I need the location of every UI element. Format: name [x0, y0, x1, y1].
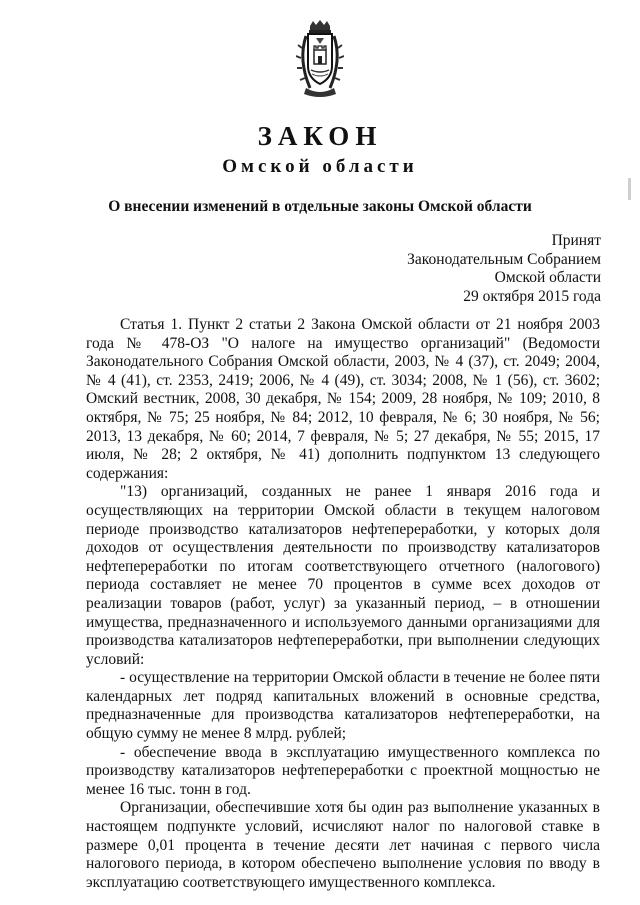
article-1-paragraph: Статья 1. Пункт 2 статьи 2 Закона Омской области от 21 ноября 2003 года № 478-ОЗ "О налоге на имущество организаций" (Ведомости Законодательного Собрания Омской области, 2003, № 4 (37), ст. 2049; 2004, № 4 (41), ст. 2353, 2419; 2006, № 4 (49), ст. 3034; 2008, № 1 (56), ст. 3602; Омский вестник, 2008, 30 декабря, № 154; 2009, 28 ноября, № 109; 2010, 8 октября, № 75; 25 ноября, № 84; 2012, 10 февраля, № 6; 30 ноября, № 56; 2013, 13 декабря, № 60; 2014, 7 февраля, № 5; 27 декабря, № 55; 2015, 17 июля, № 28; 2 октября, № 41) дополнить подпунктом 13 следующего содержания:	[86, 316, 600, 482]
subpoint-13-paragraph: "13) организаций, созданных не ранее 1 января 2016 года и осуществляющих на территории Омской области в текущем налоговом периоде производство катализаторов нефтепереработки, у которых доля доходов от осуществления деятельности по производству катализаторов нефтепереработки по итогам соответствующего отчетного (налогового) периода составляет не менее 70 процентов в сумме всех доходов от реализации товаров (работ, услуг) за указанный период, – в отношении имущества, предназначенного и используемого данными организациями для производства катализаторов нефтепереработки, при выполнении следующих условий:	[86, 483, 600, 668]
law-body	[86, 316, 600, 892]
scan-margin-mark	[628, 178, 631, 200]
adoption-line-region: Омской области	[494, 269, 601, 286]
adoption-date: 29 октября 2015 года	[463, 287, 601, 305]
adoption-line-accepted: Принят	[551, 232, 601, 249]
tax-rate-paragraph: Организации, обеспечившие хотя бы один раз выполнение указанных в настоящем подпункте условий, исчисляют налог по налоговой ставке в размере 0,01 процента в течение десяти лет начиная с первого числа налогового периода, в котором обеспечено выполнение условия по вводу в эксплуатацию соответствующего имущественного комплекса.	[86, 799, 600, 891]
law-title: ЗАКОН	[257, 121, 383, 151]
omsk-region-coat-of-arms-icon	[296, 20, 344, 100]
adoption-block	[301, 232, 601, 306]
adoption-line-assembly: Законодательным Собранием	[407, 250, 601, 268]
condition-commissioning-paragraph: - обеспечение ввода в эксплуатацию имущественного комплекса по производству катализаторов нефтепереработки с проектной мощностью не менее 16 тыс. тонн в год.	[86, 743, 600, 798]
law-subject: О внесении изменений в отдельные законы Омской области	[108, 198, 532, 215]
condition-investment-paragraph: - осуществление на территории Омской области в течение не более пяти календарных лет подряд капитальных вложений в основные средства, предназначенные для производства катализаторов нефтепереработки, на общую сумму не менее 8 млрд. рублей;	[86, 669, 600, 743]
region-name: Омской области	[222, 156, 418, 177]
